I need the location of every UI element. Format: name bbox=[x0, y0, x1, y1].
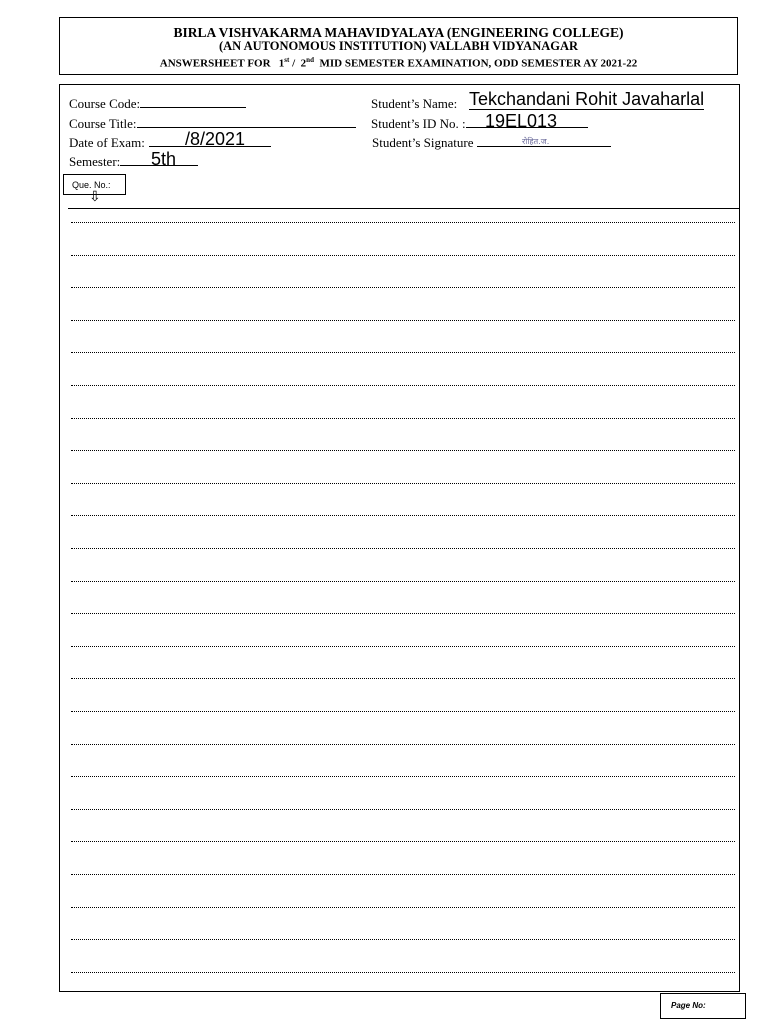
college-name: BIRLA VISHVAKARMA MAHAVIDYALAYA (ENGINEERING COLLEGE) bbox=[173, 25, 624, 40]
answer-sheet-box bbox=[59, 84, 740, 992]
student-name-label: Student’s Name: bbox=[371, 96, 458, 111]
answer-line[interactable] bbox=[71, 320, 735, 321]
answer-line[interactable] bbox=[71, 352, 735, 353]
semester-value: 5th bbox=[151, 149, 177, 169]
answer-line[interactable] bbox=[71, 776, 735, 777]
que-no-box[interactable]: Que. No.: bbox=[63, 174, 126, 195]
answer-line[interactable] bbox=[71, 841, 735, 842]
course-code-label: Course Code: bbox=[69, 96, 141, 111]
first-num: 1 bbox=[278, 57, 285, 70]
page-no-box[interactable]: Page No: bbox=[660, 993, 746, 1019]
answer-line[interactable] bbox=[71, 678, 735, 679]
answer-line[interactable] bbox=[71, 907, 735, 908]
answer-line[interactable] bbox=[71, 222, 735, 223]
answer-line[interactable] bbox=[71, 613, 735, 614]
second-num: 2 bbox=[300, 57, 307, 70]
header-box bbox=[59, 17, 738, 75]
sep: / bbox=[292, 57, 296, 70]
signature-image: रोहित.ज. bbox=[522, 137, 550, 146]
answer-line[interactable] bbox=[71, 287, 735, 288]
answer-line[interactable] bbox=[71, 418, 735, 419]
date-value: /8/2021 bbox=[185, 129, 246, 149]
student-id-label: Student’s ID No. : bbox=[371, 116, 466, 131]
answer-line[interactable] bbox=[71, 483, 735, 484]
answer-line[interactable] bbox=[71, 711, 735, 712]
course-title-label: Course Title: bbox=[69, 116, 137, 131]
semester-field[interactable] bbox=[69, 154, 198, 170]
course-code-field[interactable] bbox=[69, 96, 246, 112]
exam-suffix: MID SEMESTER EXAMINATION, ODD SEMESTER AY 2021-22 bbox=[319, 57, 638, 70]
institution-line: (AN AUTONOMOUS INSTITUTION) VALLABH VIDYANAGAR bbox=[218, 39, 579, 53]
answer-line[interactable] bbox=[71, 450, 735, 451]
first-sup: st bbox=[284, 56, 290, 64]
answer-line[interactable] bbox=[71, 646, 735, 647]
answer-line[interactable] bbox=[71, 744, 735, 745]
student-name-value: Tekchandani Rohit Javaharlal bbox=[469, 89, 705, 109]
answer-line[interactable] bbox=[71, 255, 735, 256]
second-sup: nd bbox=[306, 56, 314, 64]
student-signature-label: Student’s Signature bbox=[372, 135, 474, 150]
answer-line[interactable] bbox=[71, 515, 735, 516]
student-name-field[interactable] bbox=[371, 96, 457, 112]
answer-line[interactable] bbox=[71, 939, 735, 940]
semester-label: Semester: bbox=[69, 154, 121, 169]
answer-line[interactable] bbox=[71, 581, 735, 582]
answer-line[interactable] bbox=[71, 809, 735, 810]
student-id-value: 19EL013 bbox=[485, 111, 558, 131]
header-rule bbox=[68, 208, 739, 209]
exam-line bbox=[60, 53, 737, 71]
answer-line[interactable] bbox=[71, 548, 735, 549]
answer-line[interactable] bbox=[71, 972, 735, 973]
student-signature-field[interactable] bbox=[372, 135, 611, 151]
answer-line[interactable] bbox=[71, 385, 735, 386]
answer-line[interactable] bbox=[71, 874, 735, 875]
down-arrow-icon: ⇩ bbox=[89, 189, 101, 205]
exam-prefix: ANSWERSHEET FOR bbox=[159, 57, 271, 70]
date-label: Date of Exam: bbox=[69, 135, 145, 150]
